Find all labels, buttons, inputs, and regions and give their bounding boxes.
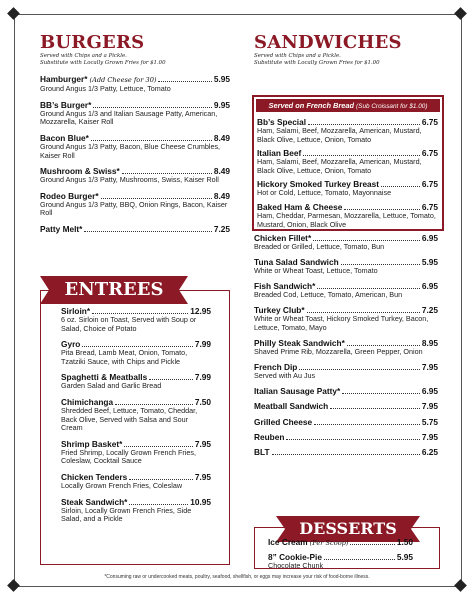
menu-item-description: Shredded Beef, Lettuce, Tomato, Cheddar, Back Olive, Served with Salsa and Sour Cream xyxy=(61,405,198,433)
menu-item-name: Gyro xyxy=(61,339,81,350)
menu-item xyxy=(268,552,413,571)
menu-item-name: BB’s Burger* xyxy=(40,99,92,110)
menu-item xyxy=(40,224,230,234)
menu-item-note: (Add Cheese for 30) xyxy=(89,76,157,85)
dot-leader xyxy=(272,454,420,455)
menu-item-name: Steak Sandwich* xyxy=(61,496,128,507)
desserts-list xyxy=(268,522,413,571)
menu-item-description: Ground Angus 1/3 Patty, Mushrooms, Swiss, Kaiser Roll xyxy=(40,175,219,185)
sandwiches-subtitle xyxy=(254,53,438,66)
menu-item-description: 6 oz. Sirloin on Toast, Served with Soup or Salad, Choice of Potato xyxy=(61,315,197,333)
menu-item-description: Ham, Salami, Beef, Mozzarella, American, Mustard, Black Olive, Lettuce, Onion, Tomato xyxy=(257,126,422,144)
menu-item-head xyxy=(254,386,438,396)
menu-item-name: Hickory Smoked Turkey Breast xyxy=(257,179,380,190)
menu-item-description: Ground Angus 1/3 Patty, Bacon, Blue Cheese Crumbles, Kaiser Roll xyxy=(40,141,221,160)
menu-item-note: (Per Scoop) xyxy=(309,539,349,547)
menu-item-price: 8.49 xyxy=(213,132,230,143)
dot-leader xyxy=(115,404,193,405)
banner-notch xyxy=(179,276,188,304)
menu-item-price: 1.50 xyxy=(396,537,413,547)
menu-item-description: Ham, Salami, Beef, Mozzarella, American, Mustard, Black Olive, Lettuce, Onion, Tomato xyxy=(257,157,422,175)
dot-leader xyxy=(313,240,420,241)
menu-item xyxy=(40,166,230,185)
menu-item xyxy=(40,74,230,94)
menu-item xyxy=(254,401,438,411)
burgers-list xyxy=(40,74,230,234)
menu-item-name: Chimichanga xyxy=(61,396,114,407)
menu-item-name: 8” Cookie-Pie xyxy=(268,552,322,562)
french-bread-list xyxy=(254,117,442,229)
entrees-list xyxy=(61,306,211,524)
menu-item xyxy=(61,339,211,366)
menu-item-price: 7.99 xyxy=(194,339,211,350)
menu-item-head xyxy=(254,432,438,442)
menu-item xyxy=(254,417,438,427)
dot-leader xyxy=(122,173,212,174)
menu-item xyxy=(40,133,230,160)
menu-item-price: 8.95 xyxy=(421,337,438,348)
menu-item-name: Reuben xyxy=(254,432,285,443)
french-bread-box xyxy=(252,95,444,231)
menu-item xyxy=(254,432,438,442)
menu-item-name: Grilled Cheese xyxy=(254,416,313,427)
menu-item xyxy=(254,386,438,396)
menu-item xyxy=(61,439,211,466)
menu-item-description: Ground Angus 1/3 Patty, BBQ, Onion Rings, Bacon, Kaiser Roll xyxy=(40,199,228,218)
menu-item-price: 6.75 xyxy=(421,148,438,159)
dot-leader xyxy=(286,439,419,440)
menu-item-description: Ground Angus 1/3 and Italian Sausage Patty, American, Mozzarella, Kaiser Roll xyxy=(40,108,218,127)
menu-item-name: BLT xyxy=(254,447,270,458)
menu-item-head xyxy=(254,401,438,411)
menu-item xyxy=(61,497,211,524)
menu-item-price: 12.95 xyxy=(190,306,211,316)
dot-leader xyxy=(124,446,193,447)
menu-item-head xyxy=(254,447,438,457)
dot-leader xyxy=(303,155,420,156)
menu-item xyxy=(257,202,438,229)
menu-item-description: Breaded Cod, Lettuce, Tomato, American, Bun xyxy=(254,290,403,300)
menu-item-name: Italian Beef xyxy=(257,148,302,159)
menu-item-description: Pita Bread, Lamb Meat, Onion, Tomato, Tzatziki Sauce, with Chips and Pickle xyxy=(61,348,188,366)
menu-item xyxy=(254,338,438,357)
menu-item-description: Shaved Prime Rib, Mozzarella, Green Pepper, Onion xyxy=(254,346,423,356)
menu-item xyxy=(40,191,230,218)
menu-item-name: Fish Sandwich* xyxy=(254,281,316,292)
menu-item-price: 6.75 xyxy=(421,201,438,212)
menu-item-name: Mushroom & Swiss* xyxy=(40,166,120,177)
menu-item-description: Ground Angus 1/3 Patty, Lettuce, Tomato xyxy=(40,84,171,94)
menu-item xyxy=(254,362,438,381)
menu-item-name: Spaghetti & Meatballs xyxy=(61,372,148,383)
menu-item-price: 8.49 xyxy=(213,190,230,201)
dot-leader xyxy=(314,424,420,425)
menu-item-head xyxy=(40,224,230,234)
dot-leader xyxy=(308,124,420,125)
dot-leader xyxy=(347,345,420,346)
french-bread-header-title: Served on French Bread xyxy=(268,101,354,110)
menu-item-name: Philly Steak Sandwich* xyxy=(254,337,345,348)
menu-item-name: Turkey Club* xyxy=(254,305,305,316)
menu-item-price: 5.95 xyxy=(396,552,413,562)
menu-item-price: 7.95 xyxy=(421,401,438,412)
dot-leader xyxy=(324,559,395,560)
menu-item-price: 7.99 xyxy=(194,372,211,383)
menu-item-name: Patty Melt* xyxy=(40,223,83,234)
burgers-subtitle xyxy=(40,53,230,66)
menu-item-price: 6.75 xyxy=(421,117,438,127)
menu-item-price: 6.25 xyxy=(421,447,438,458)
dot-leader xyxy=(92,313,188,314)
menu-item-description: Fried Shrimp, Locally Grown French Fries, Coleslaw, Cocktail Sauce xyxy=(61,447,197,466)
menu-item xyxy=(257,117,438,144)
sandwiches-subtitle-line: Served with Chips and a Pickle. xyxy=(254,53,341,59)
french-bread-header xyxy=(256,99,440,112)
menu-item-name: Sirloin* xyxy=(61,306,91,316)
menu-item-description: Chocolate Chunk xyxy=(268,561,324,570)
footnote: *Consuming raw or undercooked meats, poultry, seafood, shellfish, or eggs may increase your risk of food-borne illness. xyxy=(104,574,370,580)
menu-item-price: 6.95 xyxy=(421,233,438,244)
menu-item-name: Baked Ham & Cheese xyxy=(257,201,343,212)
menu-item-description: Breaded or Grilled, Lettuce, Tomato, Bun xyxy=(254,242,385,252)
menu-item-name: Chicken Fillet* xyxy=(254,233,312,244)
menu-item-price: 8.49 xyxy=(213,166,230,177)
dot-leader xyxy=(350,544,394,545)
menu-item xyxy=(40,100,230,127)
menu-item xyxy=(257,179,438,198)
menu-item-description: White or Wheat Toast, Hickory Smoked Turkey, Bacon, Lettuce, Tomato, Mayo xyxy=(254,314,429,332)
banner-notch xyxy=(40,276,49,304)
dot-leader xyxy=(101,198,212,199)
menu-item-price: 7.50 xyxy=(194,396,211,407)
menu-item xyxy=(61,472,211,491)
menu-item-price: 7.25 xyxy=(213,223,230,234)
menu-item-price: 7.95 xyxy=(194,438,211,449)
dot-leader xyxy=(342,393,420,394)
menu-item-name: Bacon Blue* xyxy=(40,132,89,143)
menu-item-price: 7.95 xyxy=(421,361,438,372)
dot-leader xyxy=(344,209,420,210)
menu-item-name: Italian Sausage Patty* xyxy=(254,385,341,396)
menu-item xyxy=(61,372,211,391)
menu-item xyxy=(254,233,438,252)
menu-item-description: Garden Salad and Garlic Bread xyxy=(61,381,162,391)
menu-item-description: White or Wheat Toast, Lettuce, Tomato xyxy=(254,266,378,276)
menu-item-name: Chicken Tenders xyxy=(61,471,128,482)
menu-item-name: Hamburger* xyxy=(40,74,88,85)
burgers-subtitle-line: Substitute with Locally Grown Fries for $1.00 xyxy=(40,59,166,66)
menu-item-description: Locally Grown French Fries, Coleslaw xyxy=(61,480,183,490)
menu-item-description: Hot or Cold, Lettuce, Tomato, Mayonnaise xyxy=(257,188,392,198)
sandwich-list xyxy=(254,228,438,457)
menu-item-price: 7.25 xyxy=(421,305,438,316)
dot-leader xyxy=(129,504,188,505)
entrees-title: ENTREES xyxy=(64,279,164,300)
menu-item-head xyxy=(254,417,438,427)
dot-leader xyxy=(91,140,212,141)
menu-item xyxy=(254,257,438,276)
french-bread-header-sub: (Sub Croissant for $1.00) xyxy=(356,103,428,110)
dot-leader xyxy=(330,408,420,409)
dot-leader xyxy=(381,186,420,187)
menu-item xyxy=(254,447,438,457)
menu-item xyxy=(61,397,211,433)
menu-item xyxy=(254,281,438,300)
dot-leader xyxy=(93,107,212,108)
dot-leader xyxy=(317,288,420,289)
menu-item-description: Served with Au Jus xyxy=(254,370,316,380)
menu-item-name: Ice Cream xyxy=(268,537,308,547)
menu-item xyxy=(61,306,211,333)
menu-item-name: French Dip xyxy=(254,361,298,372)
sandwiches-subtitle-line: Substitute with Locally Grown Fries for $1.00 xyxy=(254,59,380,66)
burgers-title: BURGERS xyxy=(40,32,145,53)
burgers-subtitle-line: Served with Chips and a Pickle. xyxy=(40,53,127,59)
menu-item-name: Rodeo Burger* xyxy=(40,190,99,201)
menu-item-name: Tuna Salad Sandwich xyxy=(254,257,339,268)
menu-item xyxy=(257,148,438,175)
dot-leader xyxy=(82,346,192,347)
desserts-title: DESSERTS xyxy=(299,519,397,538)
sandwiches-section xyxy=(254,34,438,66)
menu-item-name: Bb’s Special xyxy=(257,117,307,127)
menu-item xyxy=(268,537,413,548)
menu-item-price: 9.95 xyxy=(213,99,230,110)
menu-item-name: Shrimp Basket* xyxy=(61,438,123,449)
dot-leader xyxy=(149,379,193,380)
menu-item-price: 5.75 xyxy=(421,416,438,427)
menu-item-price: 6.95 xyxy=(421,281,438,292)
dot-leader xyxy=(341,264,420,265)
menu-item-price: 10.95 xyxy=(190,496,211,507)
menu-item-price: 6.75 xyxy=(421,179,438,190)
dot-leader xyxy=(158,81,211,82)
menu-item-description: Ham, Cheddar, Parmesan, Mozzarella, Lettuce, Tomato, Mustard, Onion, Black Olive xyxy=(257,210,436,229)
dot-leader xyxy=(84,231,211,232)
sandwiches-title: SANDWICHES xyxy=(254,32,402,53)
menu-item-head xyxy=(268,537,413,548)
menu-item-price: 5.95 xyxy=(421,257,438,268)
menu-item xyxy=(254,305,438,332)
menu-item-price: 7.95 xyxy=(194,471,211,482)
menu-item-name: Meatball Sandwich xyxy=(254,401,329,412)
entrees-banner xyxy=(49,276,179,304)
dot-leader xyxy=(299,369,420,370)
burgers-section xyxy=(40,34,230,234)
dot-leader xyxy=(129,479,193,480)
menu-item-description: Sirloin, Locally Grown French Fries, Side Salad, and a Pickle xyxy=(61,505,192,524)
menu-item-price: 5.95 xyxy=(213,74,230,85)
menu-item-price: 6.95 xyxy=(421,385,438,396)
menu-item-price: 7.95 xyxy=(421,432,438,443)
dot-leader xyxy=(307,312,420,313)
